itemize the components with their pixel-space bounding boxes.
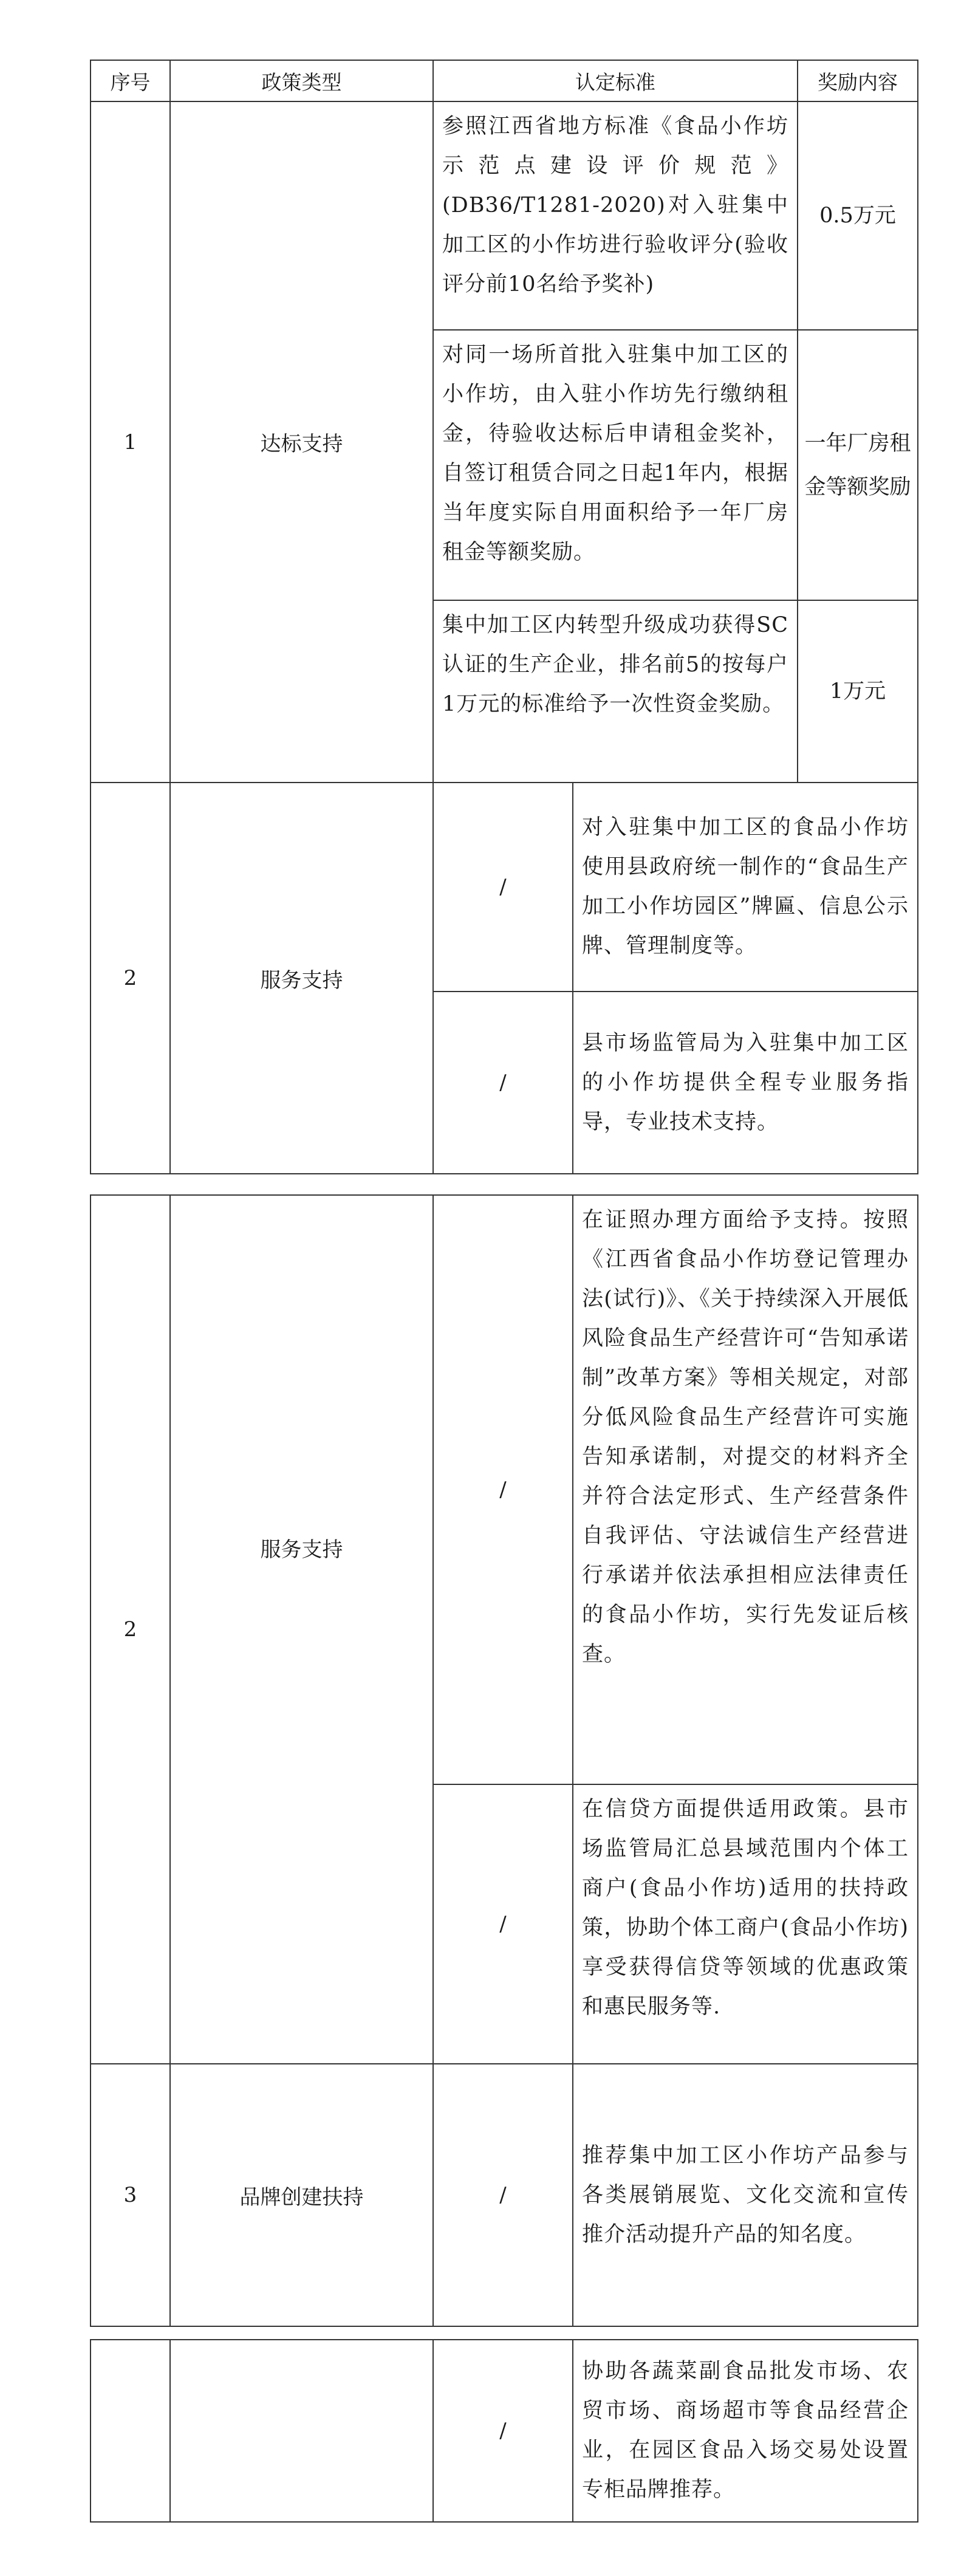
standard-cell: 参照江西省地方标准《食品小作坊示范点建设评价规范》(DB36/T1281-2020)对入驻集中加工区的小作坊进行验收评分(验收评分前10名给予奖补) <box>433 101 798 330</box>
standard-cell: / <box>433 1195 573 1784</box>
table-row <box>91 1195 918 1784</box>
reward-cell: 协助各蔬菜副食品批发市场、农贸市场、商场超市等食品经营企业，在园区食品入场交易处设置专柜品牌推荐。 <box>573 2340 918 2522</box>
table-row <box>91 101 918 330</box>
seq-cell: 2 <box>91 783 170 1174</box>
header-seq: 序号 <box>91 60 170 101</box>
standard-cell: 集中加工区内转型升级成功获得SC认证的生产企业，排名前5的按每户1万元的标准给予一次性资金奖励。 <box>433 600 798 783</box>
reward-cell: 0.5万元 <box>798 101 918 330</box>
reward-cell: 县市场监管局为入驻集中加工区的小作坊提供全程专业服务指导，专业技术支持。 <box>573 992 918 1174</box>
reward-cell: 1万元 <box>798 600 918 783</box>
policy-table-part-2 <box>90 1194 917 2327</box>
table-row <box>91 2340 918 2522</box>
header-reward: 奖励内容 <box>798 60 918 101</box>
reward-cell: 对入驻集中加工区的食品小作坊使用县政府统一制作的“食品生产加工小作坊园区”牌匾、信息公示牌、管理制度等。 <box>573 783 918 992</box>
reward-cell: 一年厂房租金等额奖励 <box>798 330 918 600</box>
policy-type-cell: 达标支持 <box>170 101 433 783</box>
reward-cell: 推荐集中加工区小作坊产品参与各类展销展览、文化交流和宣传推介活动提升产品的知名度。 <box>573 2064 918 2326</box>
standard-cell: / <box>433 2064 573 2326</box>
standard-cell: / <box>433 992 573 1174</box>
table-row <box>91 2064 918 2326</box>
policy-type-cell: 品牌创建扶持 <box>170 2064 433 2326</box>
standard-cell: / <box>433 1784 573 2064</box>
seq-cell: 3 <box>91 2064 170 2326</box>
policy-table-part-1 <box>90 60 917 1174</box>
reward-cell: 在信贷方面提供适用政策。县市场监管局汇总县域范围内个体工商户(食品小作坊)适用的扶持政策，协助个体工商户(食品小作坊)享受获得信贷等领域的优惠政策和惠民服务等. <box>573 1784 918 2064</box>
standard-cell: / <box>433 783 573 992</box>
standard-cell: / <box>433 2340 573 2522</box>
header-type: 政策类型 <box>170 60 433 101</box>
policy-type-cell: 服务支持 <box>170 1195 433 2064</box>
table-row <box>91 783 918 992</box>
reward-cell: 在证照办理方面给予支持。按照《江西省食品小作坊登记管理办法(试行)》、《关于持续深入开展低风险食品生产经营许可“告知承诺制”改革方案》等相关规定，对部分低风险食品生产经营许可实施告知承诺制，对提交的材料齐全并符合法定形式、生产经营条件自我评估、守法诚信生产经营进行承诺并依法承担相应法律责任的食品小作坊，实行先发证后核查。 <box>573 1195 918 1784</box>
table-header-row <box>91 60 918 101</box>
policy-type-cell <box>170 2340 433 2522</box>
seq-cell: 1 <box>91 101 170 783</box>
seq-cell <box>91 2340 170 2522</box>
standard-cell: 对同一场所首批入驻集中加工区的小作坊，由入驻小作坊先行缴纳租金，待验收达标后申请租金奖补，自签订租赁合同之日起1年内，根据当年度实际自用面积给予一年厂房租金等额奖励。 <box>433 330 798 600</box>
policy-type-cell: 服务支持 <box>170 783 433 1174</box>
seq-cell: 2 <box>91 1195 170 2064</box>
policy-table-part-3 <box>90 2339 917 2523</box>
header-standard: 认定标准 <box>433 60 798 101</box>
